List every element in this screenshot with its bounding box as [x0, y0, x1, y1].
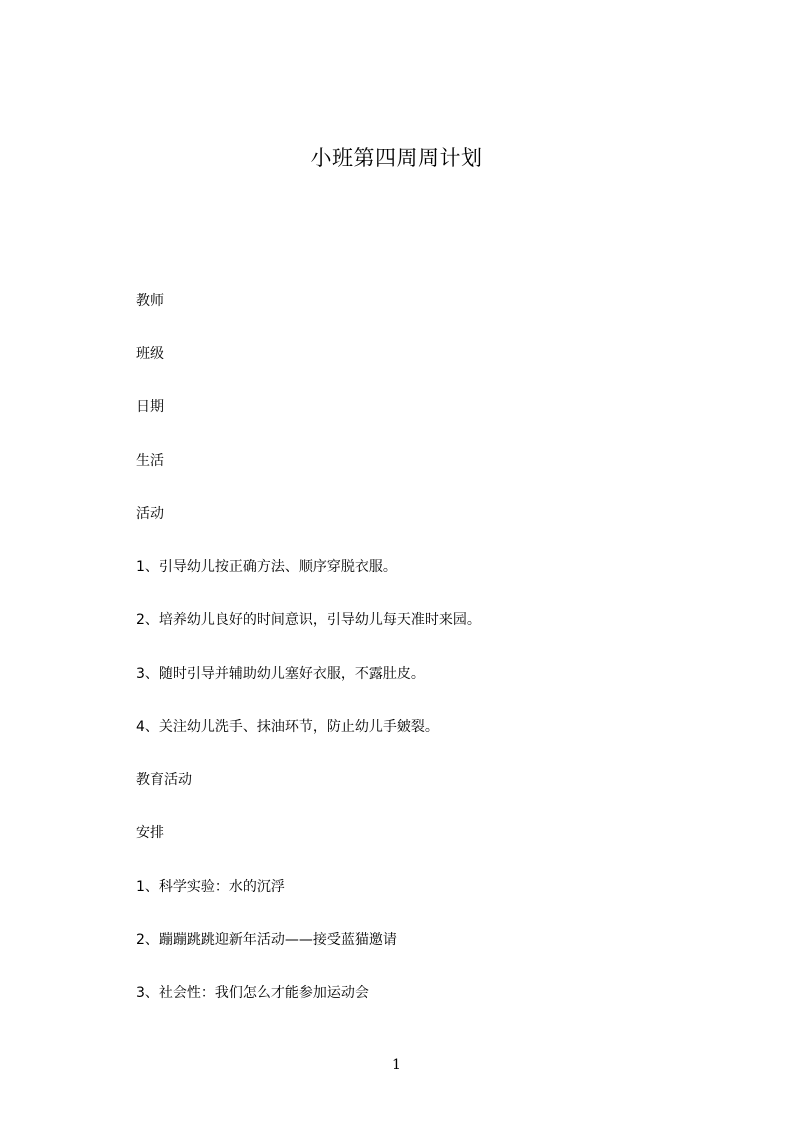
- education-item-3: 3、社会性：我们怎么才能参加运动会: [136, 985, 369, 1001]
- education-item-2: 2、蹦蹦跳跳迎新年活动——接受蓝猫邀请: [136, 932, 397, 948]
- life-item-4: 4、关注幼儿洗手、抹油环节，防止幼儿手皴裂。: [136, 719, 439, 735]
- field-label-teacher: 教师: [136, 293, 164, 309]
- education-item-1: 1、科学实验：水的沉浮: [136, 879, 285, 895]
- field-label-date: 日期: [136, 399, 164, 415]
- field-label-class: 班级: [136, 346, 164, 362]
- section-label-education: 教育活动: [136, 772, 192, 788]
- section-label-life: 生活: [136, 453, 164, 469]
- section-label-arrangement: 安排: [136, 825, 164, 841]
- life-item-1: 1、引导幼儿按正确方法、顺序穿脱衣服。: [136, 559, 397, 575]
- section-label-activity: 活动: [136, 506, 164, 522]
- document-title: 小班第四周周计划: [310, 146, 483, 170]
- life-item-3: 3、随时引导并辅助幼儿塞好衣服，不露肚皮。: [136, 666, 425, 682]
- life-item-2: 2、培养幼儿良好的时间意识，引导幼儿每天准时来园。: [136, 612, 481, 628]
- page-number: 1: [392, 1057, 401, 1073]
